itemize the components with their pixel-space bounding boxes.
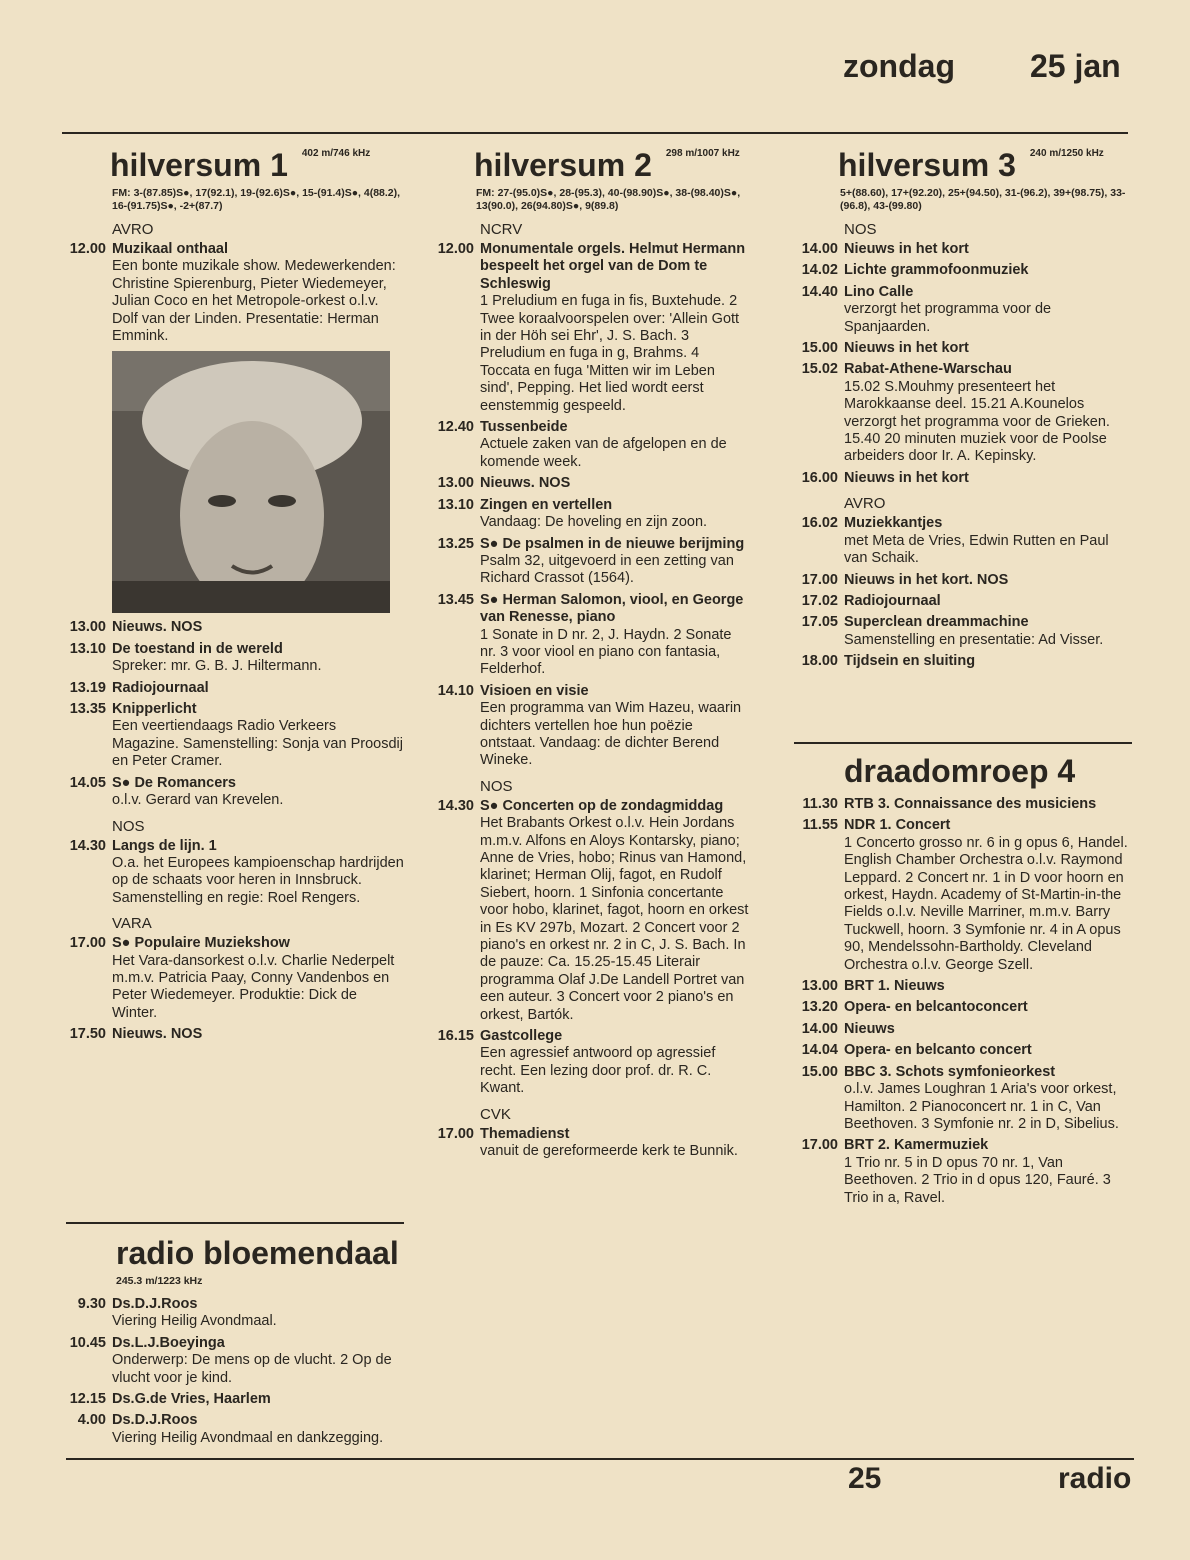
- program-title: Nieuws. NOS: [112, 619, 203, 636]
- broadcaster-label: NOS: [844, 221, 877, 238]
- station-frequency: 402 m/746 kHz: [301, 148, 371, 159]
- program-time: 10.45: [69, 1334, 106, 1351]
- program-title: S● Herman Salomon, viool, en George van Renesse, piano: [480, 591, 744, 626]
- program-title: Rabat-Athene-Warschau: [844, 361, 1012, 378]
- program-time: 18.00: [801, 653, 838, 670]
- program-title: Ds.G.de Vries, Haarlem: [112, 1391, 271, 1408]
- program-item: [786, 340, 1132, 357]
- program-description: Het Vara-dansorkest o.l.v. Charlie Nederpelt m.m.v. Patricia Paay, Conny Vandenbos en Peter Wiedemeyer. Produktie: Dick de Winter.: [112, 952, 395, 1021]
- station-frequency: 240 m/1250 kHz: [1029, 148, 1104, 159]
- program-time: 17.50: [69, 1026, 106, 1043]
- program-item: [786, 515, 1132, 567]
- program-list: [420, 1126, 750, 1161]
- program-time: 14.02: [801, 262, 838, 279]
- program-title: Tussenbeide: [480, 419, 568, 436]
- program-list: [62, 838, 404, 908]
- program-item: [62, 241, 404, 345]
- program-title: BRT 2. Kamermuziek: [844, 1137, 989, 1154]
- program-list: [420, 241, 750, 770]
- portrait-photo: [112, 351, 390, 613]
- program-description: 1 Concerto grosso nr. 6 in g opus 6, Handel. English Chamber Orchestra o.l.v. Raymond Leppard. 2 Concert nr. 1 in D voor hoorn en orkest, Haydn. Academy of St-Martin-in-the Fields o.l.v. Neville Marriner, m.m.v. Barry Tuckwell, hoorn. 3 Symfonie nr. 4 in A opus 90, Mendelssohn-Bartholdy. Cleveland Orchestra o.l.v. George Szell.: [844, 834, 1128, 973]
- program-time: 13.00: [437, 475, 474, 492]
- program-title: Nieuws in het kort: [844, 340, 969, 357]
- program-item: [420, 536, 750, 588]
- program-item: [786, 1021, 1132, 1038]
- program-item: [62, 619, 404, 636]
- program-item: [786, 361, 1132, 465]
- program-description: Onderwerp: De mens op de vlucht. 2 Op de vlucht voor je kind.: [112, 1352, 392, 1386]
- program-title: Ds.D.J.Roos: [112, 1412, 198, 1429]
- station-title: hilversum 1: [110, 147, 288, 183]
- program-time: 14.05: [69, 774, 106, 791]
- program-time: 4.00: [77, 1412, 106, 1429]
- program-time: 17.00: [801, 571, 838, 588]
- top-rule: [62, 132, 1128, 134]
- program-time: 13.45: [437, 591, 474, 608]
- program-description: Het Brabants Orkest o.l.v. Hein Jordans m.m.v. Alfons en Aloys Kontarsky, piano; Anne de Vries, hobo; Rinus van Hamond, klarinet; Herman Olij, fagot, en Rudolf Siebert, hoorn. 1 Sinfonia concertante voor hobo, klarinet, fagot, hoorn en orkest in Es KV 297b, Mozart. 2 Concert voor 2 piano's en orkest nr. 2 in C, J. S. Bach. In de pauze: Ca. 15.25-15.45 Literair programma Olaf J.De Landell Portret van een auteur. 3 Concert voor 2 piano's en orkest, Bartók.: [480, 815, 749, 1023]
- broadcaster-label: NOS: [112, 817, 145, 835]
- program-time: 14.00: [801, 1020, 838, 1037]
- column-hilversum-1: [62, 146, 404, 1048]
- program-list: [786, 515, 1132, 670]
- program-title: De toestand in de wereld: [112, 640, 283, 657]
- program-time: 17.00: [801, 1137, 838, 1154]
- program-description: Een agressief antwoord op agressief recht. Een lezing door prof. dr. R. C. Kwant.: [480, 1045, 716, 1097]
- program-description: vanuit de gereformeerde kerk te Bunnik.: [480, 1143, 738, 1160]
- broadcaster-label: VARA: [112, 915, 152, 933]
- program-time: 13.00: [801, 978, 838, 995]
- program-time: 16.00: [801, 469, 838, 486]
- program-list: [420, 798, 750, 1098]
- program-title: Radiojournaal: [112, 679, 209, 696]
- program-list: [62, 619, 404, 809]
- program-list: [62, 241, 404, 345]
- program-item: [62, 1391, 404, 1408]
- program-time: 14.40: [801, 283, 838, 300]
- program-item: [786, 262, 1132, 279]
- station-title: hilversum 3: [838, 147, 1016, 183]
- program-time: 17.00: [437, 1125, 474, 1142]
- broadcaster-label: AVRO: [844, 495, 886, 513]
- program-item: [786, 284, 1132, 336]
- program-title: Ds.D.J.Roos: [112, 1296, 198, 1312]
- broadcaster-label: NCRV: [480, 221, 523, 238]
- program-item: [786, 470, 1132, 487]
- column-hilversum-2: [420, 146, 750, 1165]
- section-label: radio: [1058, 1462, 1132, 1495]
- broadcaster-label: AVRO: [112, 221, 154, 238]
- program-description: verzorgt het programma voor de Spanjaarden.: [844, 301, 1052, 335]
- program-description: Spreker: mr. G. B. J. Hiltermann.: [112, 658, 322, 675]
- program-time: 17.02: [801, 592, 838, 609]
- program-item: [420, 1028, 750, 1098]
- program-time: 15.00: [801, 340, 838, 357]
- fm-frequencies: 5+(88.60), 17+(92.20), 25+(94.50), 31-(96.2), 39+(98.75), 33-(96.8), 43-(99.80): [840, 187, 1126, 212]
- program-description: Een programma van Wim Hazeu, waarin dichters vertellen hoe hun poëzie ontstaat. Vandaag: de dichter Berend Wineke.: [480, 700, 742, 769]
- program-time: 17.05: [801, 614, 838, 631]
- program-time: 16.15: [437, 1028, 474, 1045]
- program-item: [420, 1126, 750, 1161]
- station-frequency: 298 m/1007 kHz: [665, 148, 740, 159]
- program-time: 12.00: [69, 241, 106, 257]
- fm-frequencies: FM: 27-(95.0)S●, 28-(95.3), 40-(98.90)S●, 38-(98.40)S●, 13(90.0), 26(94.80)S●, 9(89.8): [476, 187, 741, 212]
- program-item: [62, 1335, 404, 1387]
- program-item: [786, 653, 1132, 670]
- program-time: 13.19: [69, 679, 106, 696]
- program-item: [62, 1412, 404, 1447]
- column-draadomroep-4: [786, 752, 1132, 1211]
- program-item: [62, 935, 404, 1022]
- program-time: 9.30: [77, 1296, 106, 1312]
- program-item: [420, 419, 750, 471]
- program-title: Lino Calle: [844, 283, 914, 300]
- program-item: [786, 817, 1132, 974]
- program-time: 13.35: [69, 701, 106, 718]
- program-time: 11.55: [802, 817, 838, 834]
- program-title: S● Populaire Muziekshow: [112, 935, 290, 952]
- program-description: Viering Heilig Avondmaal.: [112, 1313, 277, 1330]
- program-time: 13.20: [801, 999, 838, 1016]
- program-title: Muziekkantjes: [844, 515, 943, 532]
- program-title: Nieuws. NOS: [112, 1026, 203, 1043]
- program-description: o.l.v. Gerard van Krevelen.: [112, 792, 284, 809]
- program-item: [420, 683, 750, 770]
- program-title: Zingen en vertellen: [480, 496, 613, 513]
- program-item: [420, 497, 750, 532]
- program-title: Langs de lijn. 1: [112, 837, 217, 854]
- program-title: Tijdsein en sluiting: [844, 653, 976, 670]
- program-description: Een bonte muzikale show. Medewerkenden: Christine Spierenburg, Pieter Wiedemeyer, Julian Coco en het Metropole-orkest o.l.v. Dolf van der Linden. Presentatie: Herman Emmink.: [112, 258, 396, 345]
- program-title: Monumentale orgels. Helmut Hermann bespeelt het orgel van de Dom te Schleswig: [480, 241, 746, 292]
- program-title: Ds.L.J.Boeyinga: [112, 1334, 225, 1351]
- program-title: Nieuws in het kort: [844, 469, 969, 486]
- program-description: o.l.v. James Loughran 1 Aria's voor orkest, Hamilton. 2 Pianoconcert nr. 1 in C, Van Beethoven. 3 Symfonie nr. 2 in D, Sibelius.: [844, 1081, 1119, 1132]
- program-item: [62, 641, 404, 676]
- program-description: 1 Preludium en fuga in fis, Buxtehude. 2 Twee koraalvoorspelen over: 'Allein Gott in der Höh sei Ehr', J. S. Bach. 3 Preludium en fuga in g, Brahms. 4 Toccata en fuga 'Mitten wir im Leben sind', Pepping. Het lied wordt eerst eenstemmig gespeeld.: [480, 293, 740, 414]
- program-title: Opera- en belcanto concert: [844, 1042, 1032, 1059]
- program-title: Radiojournaal: [844, 592, 941, 609]
- program-title: RTB 3. Connaissance des musiciens: [844, 796, 1097, 812]
- program-title: Themadienst: [480, 1125, 570, 1142]
- program-time: 16.02: [801, 515, 838, 532]
- program-item: [62, 1026, 404, 1043]
- program-title: Superclean dreammachine: [844, 614, 1029, 631]
- program-time: 13.00: [69, 619, 106, 636]
- program-title: S● De Romancers: [112, 774, 237, 791]
- program-title: Visioen en visie: [480, 682, 589, 699]
- program-item: [786, 999, 1132, 1016]
- program-item: [62, 701, 404, 771]
- column-hilversum-3: [786, 146, 1132, 675]
- program-time: 14.30: [437, 797, 474, 814]
- program-time: 13.10: [69, 640, 106, 657]
- program-description: Een veertiendaags Radio Verkeers Magazine. Samenstelling: Sonja van Proosdij en Peter Cramer.: [112, 718, 403, 770]
- program-time: 12.40: [437, 419, 474, 436]
- portrait-illustration: [112, 351, 390, 613]
- program-description: 1 Sonate in D nr. 2, J. Haydn. 2 Sonate nr. 3 voor viool en piano con fantasia, Felderhof.: [480, 626, 732, 678]
- fm-frequencies: FM: 3-(87.85)S●, 17(92.1), 19-(92.6)S●, 15-(91.4)S●, 4(88.2), 16-(91.75)S●, -2+(87.7): [112, 187, 401, 212]
- program-time: 15.00: [801, 1063, 838, 1080]
- program-time: 14.10: [437, 682, 474, 699]
- program-item: [786, 1042, 1132, 1059]
- program-item: [420, 475, 750, 492]
- program-item: [420, 798, 750, 1024]
- program-item: [786, 614, 1132, 649]
- column-radio-bloemendaal: [62, 1234, 404, 1451]
- program-description: Actuele zaken van de afgelopen en de komende week.: [480, 436, 727, 470]
- program-time: 15.02: [801, 361, 838, 378]
- program-time: 13.25: [437, 535, 474, 552]
- page-number: 25: [848, 1462, 882, 1495]
- program-title: BBC 3. Schots symfonieorkest: [844, 1063, 1056, 1080]
- program-description: Samenstelling en presentatie: Ad Visser.: [844, 631, 1104, 648]
- program-item: [786, 978, 1132, 995]
- program-time: 17.00: [69, 935, 106, 952]
- program-item: [62, 838, 404, 908]
- program-list: [786, 241, 1132, 487]
- broadcaster-label: NOS: [480, 777, 513, 795]
- program-description: Psalm 32, uitgevoerd in een zetting van Richard Crassot (1564).: [480, 552, 734, 587]
- broadcaster-label: CVK: [480, 1105, 511, 1123]
- program-description: Vandaag: De hoveling en zijn zoon.: [480, 514, 708, 531]
- program-description: 1 Trio nr. 5 in D opus 70 nr. 1, Van Beethoven. 2 Trio in d opus 120, Fauré. 3 Trio in a, Ravel.: [844, 1154, 1111, 1206]
- station-title: hilversum 2: [474, 147, 652, 183]
- program-title: Opera- en belcantoconcert: [844, 999, 1028, 1016]
- program-time: 14.30: [69, 837, 106, 854]
- program-time: 13.10: [437, 496, 474, 513]
- program-title: Nieuws in het kort. NOS: [844, 571, 1009, 588]
- program-item: [62, 680, 404, 697]
- program-title: Nieuws: [844, 1020, 895, 1037]
- program-item: [420, 592, 750, 679]
- program-item: [786, 572, 1132, 589]
- program-item: [786, 593, 1132, 610]
- program-title: Gastcollege: [480, 1028, 563, 1045]
- program-description: 15.02 S.Mouhmy presenteert het Marokkaanse deel. 15.21 A.Kounelos verzorgt het programma voor de Grieken. 15.40 20 minuten muziek voor de Poolse arbeiders door Ir. A. Kepinsky.: [844, 378, 1110, 465]
- program-time: 11.30: [802, 796, 838, 812]
- program-item: [62, 775, 404, 810]
- program-title: NDR 1. Concert: [844, 817, 951, 834]
- station-title: radio bloemendaal: [116, 1235, 399, 1271]
- program-title: S● De psalmen in de nieuwe berijming: [480, 535, 745, 552]
- program-title: Lichte grammofoonmuziek: [844, 262, 1029, 279]
- station-frequency: 245.3 m/1223 kHz: [116, 1275, 203, 1287]
- program-title: Muzikaal onthaal: [112, 241, 229, 257]
- program-time: 12.15: [69, 1391, 106, 1408]
- program-title: S● Concerten op de zondagmiddag: [480, 797, 724, 814]
- program-item: [786, 796, 1132, 813]
- program-description: O.a. het Europees kampioenschap hardrijden op de schaats voor heren in Innsbruck. Samenstelling en regie: Roel Rengers.: [112, 854, 404, 906]
- program-time: 14.04: [801, 1042, 838, 1059]
- program-title: BRT 1. Nieuws: [844, 978, 945, 995]
- header-date: 25 jan: [1030, 48, 1121, 84]
- station-title: draadomroep 4: [844, 753, 1076, 789]
- bottom-rule: [66, 1458, 1134, 1460]
- program-item: [62, 1296, 404, 1331]
- program-list: [786, 796, 1132, 1207]
- program-list: [62, 935, 404, 1043]
- bloemendaal-rule: [66, 1222, 404, 1224]
- program-item: [786, 1064, 1132, 1134]
- program-list: [62, 1296, 404, 1447]
- draadomroep-rule: [794, 742, 1132, 744]
- program-time: 14.00: [801, 241, 838, 257]
- program-time: 12.00: [437, 241, 474, 257]
- header-day: zondag: [843, 48, 955, 84]
- program-description: Viering Heilig Avondmaal en dankzegging.: [112, 1429, 384, 1446]
- program-item: [786, 1137, 1132, 1207]
- program-item: [420, 241, 750, 415]
- program-title: Nieuws in het kort: [844, 241, 969, 257]
- program-item: [786, 241, 1132, 258]
- program-title: Knipperlicht: [112, 701, 197, 718]
- program-title: Nieuws. NOS: [480, 475, 571, 492]
- program-description: met Meta de Vries, Edwin Rutten en Paul van Schaik.: [844, 532, 1109, 567]
